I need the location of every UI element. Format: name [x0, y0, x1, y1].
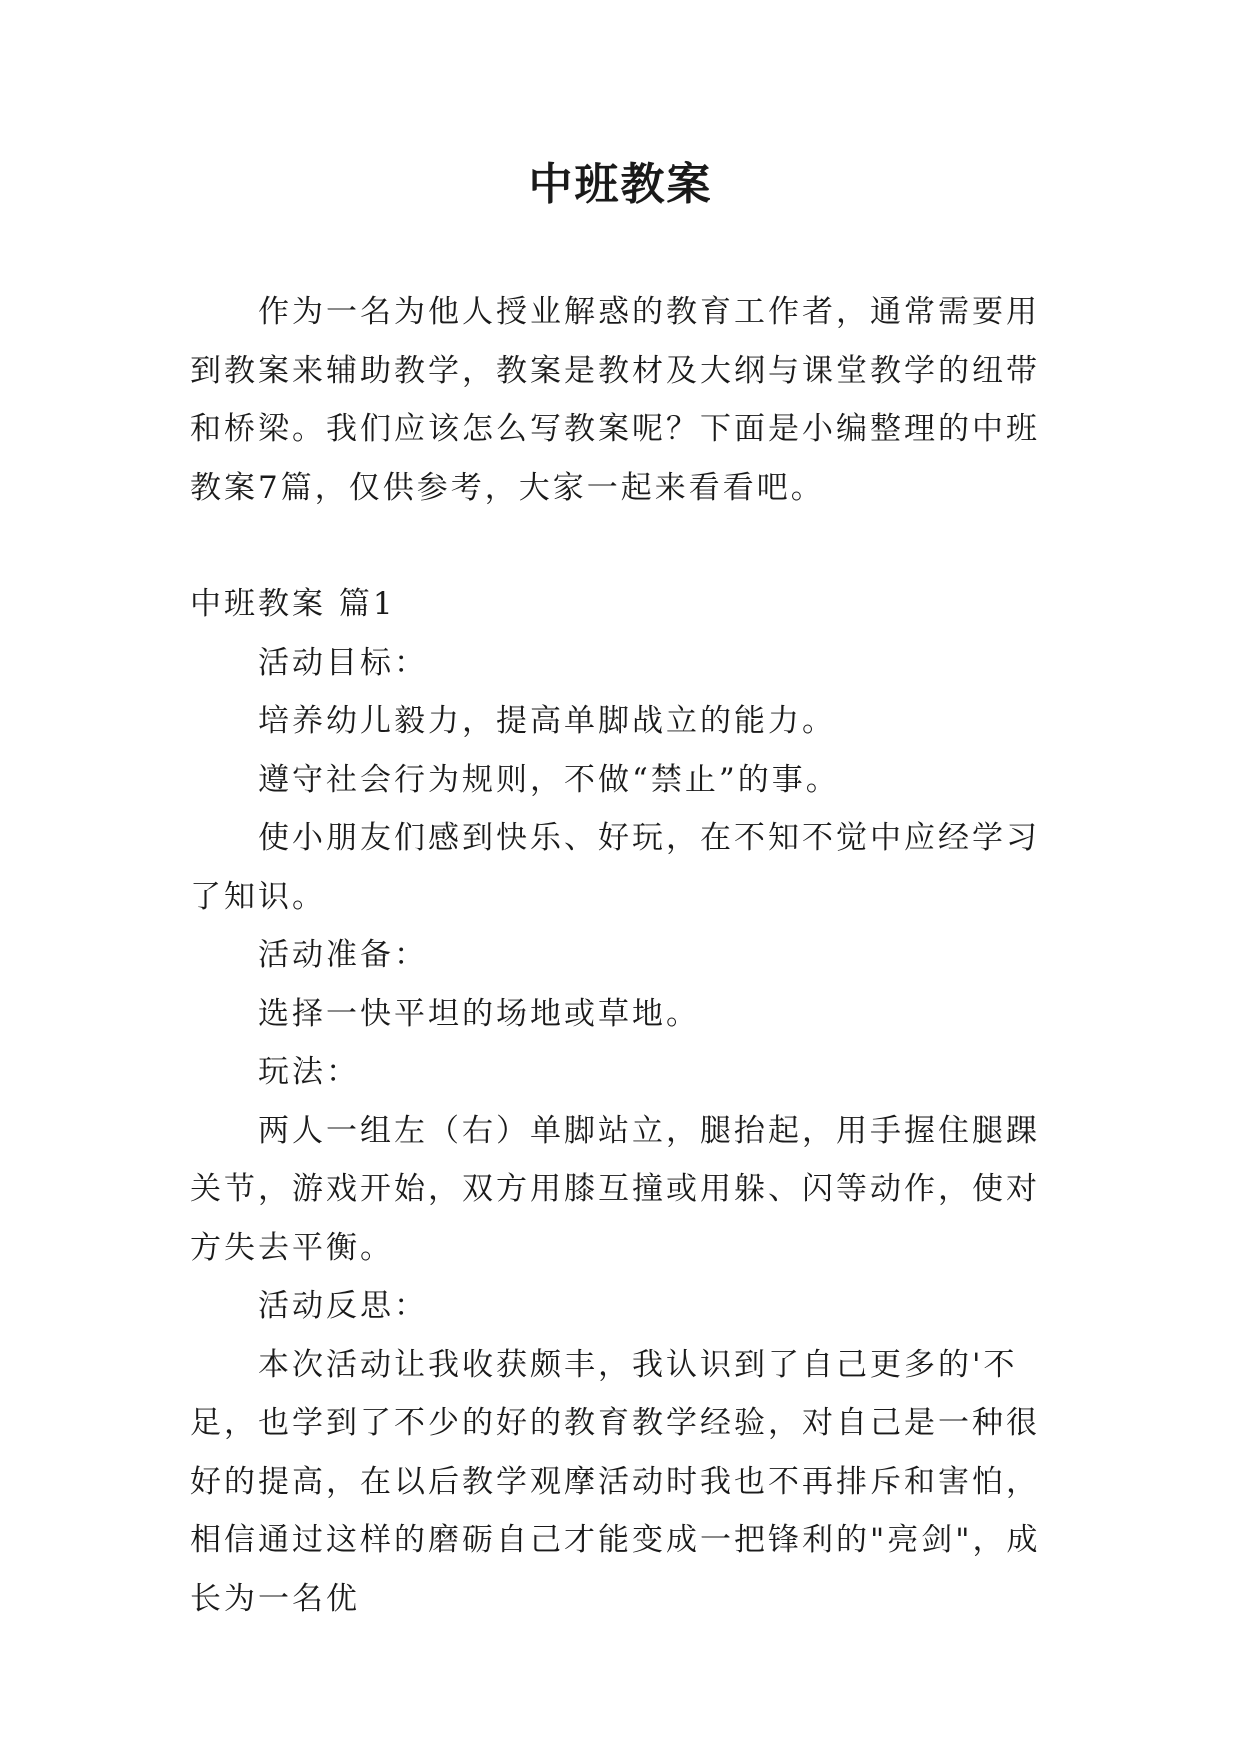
preparation-item: 选择一快平坦的场地或草地。 [258, 995, 700, 1032]
goal-label: 活动目标： [258, 644, 428, 681]
document-body [190, 283, 1055, 1628]
play-paragraph: 两人一组左（右）单脚站立，腿抬起，用手握住腿踝关节，游戏开始，双方用膝互撞或用躲、闪等动作，使对方失去平衡。 [190, 1112, 1040, 1266]
goal-item: 培养幼儿毅力，提高单脚战立的能力。 [258, 703, 836, 739]
document-title: 中班教案 [528, 159, 713, 210]
reflection-label: 活动反思： [258, 1288, 428, 1324]
section-heading: 中班教案 篇1 [190, 586, 396, 622]
goal-item: 遵守社会行为规则，不做“禁止”的事。 [258, 761, 840, 798]
reflection-paragraph: 本次活动让我收获颇丰，我认识到了自己更多的'不足，也学到了不少的好的教育教学经验，对自己是一种很好的提高，在以后教学观摩活动时我也不再排斥和害怕，相信通过这样的磨砺自己才能变成一把锋利的"亮剑"，成长为一名优 [190, 1346, 1041, 1617]
preparation-label: 活动准备： [258, 937, 428, 973]
play-label: 玩法： [258, 1054, 360, 1090]
goal-item: 使小朋友们感到快乐、好玩，在不知不觉中应经学习了知识。 [190, 820, 1040, 915]
intro-paragraph: 作为一名为他人授业解惑的教育工作者，通常需要用到教案来辅助教学，教案是教材及大纲与课堂教学的纽带和桥梁。我们应该怎么写教案呢？下面是小编整理的中班教案7篇，仅供参考，大家一起来看看吧。 [190, 294, 1040, 506]
